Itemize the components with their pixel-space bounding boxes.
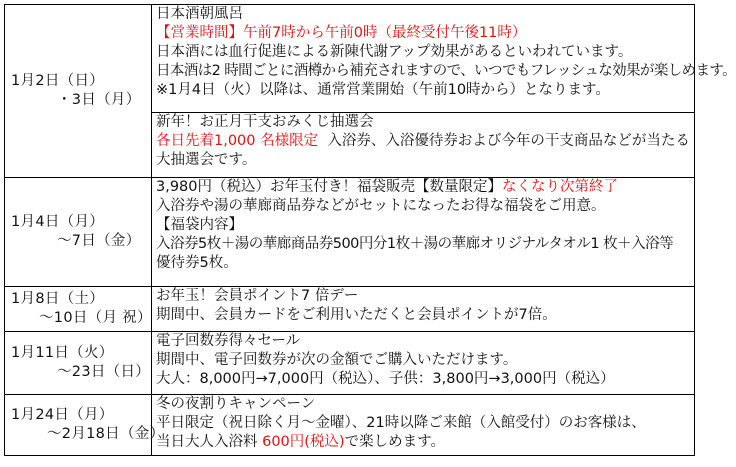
event-schedule-table — [4, 4, 736, 456]
hours-line — [156, 24, 690, 43]
date-start: 1月24日（月） — [11, 407, 114, 423]
event-text: 日本酒には血行促進による新陳代謝アップ効果があるといわれています。 — [156, 44, 633, 60]
event-text: 入浴券や湯の華廊商品券などがセットになったお得な福袋をご用意。 — [156, 198, 606, 214]
fee-text-post: で楽しめます。 — [344, 434, 445, 450]
event-text: 期間中、電子回数券が次の金額でご購入いただけます。 — [156, 352, 518, 368]
date-cell — [5, 5, 152, 178]
event-cell — [152, 112, 695, 177]
event-title-text: 3,980円（税込）お年玉付き！福袋販売【数量限定】 — [156, 179, 503, 195]
event-title: お年玉！会員ポイント7 倍デー — [156, 288, 359, 304]
date-start: 1月2日（日） — [11, 73, 105, 89]
date-start: 1月11日（火） — [11, 345, 114, 361]
event-text: 日本酒は2 時間ごとに酒樽から補充されますので、いつでもフレッシュな効果が楽しめます。 — [156, 63, 736, 79]
date-end: ～7日（金） — [57, 233, 141, 249]
event-title: 電子回数券得々セール — [156, 333, 301, 349]
event-text: 期間中、会員カードをご利用いただくと会員ポイントが7倍。 — [156, 307, 557, 323]
fee-price: 600円(税込) — [262, 434, 345, 450]
table-row — [5, 5, 695, 113]
fee-text-pre: 当日大人入浴料 — [156, 434, 258, 450]
hours-tag: 【営業時間】 — [156, 25, 243, 41]
hours-value: 午前7時から午前0時（最終受付午後11時） — [243, 25, 527, 41]
event-cell — [152, 178, 695, 287]
date-cell — [5, 395, 165, 456]
event-title: 日本酒朝風呂 — [156, 6, 243, 22]
event-title: 冬の夜割りキャンペーン — [156, 396, 316, 412]
event-text — [156, 433, 690, 452]
event-title — [156, 178, 690, 197]
event-note: ※1月4日（火）以降は、通常営業開始（午前10時から）となります。 — [156, 82, 610, 98]
date-end: ～10日（月 祝） — [39, 310, 152, 326]
table-row — [5, 332, 695, 395]
date-cell — [5, 178, 152, 287]
event-text: 大抽選会です。 — [156, 151, 257, 168]
date-cell — [5, 332, 152, 395]
event-title: 新年！お正月干支おみくじ抽選会 — [156, 113, 374, 130]
price-list: 大人：8,000円→7,000円（税込）、子供：3,800円→3,000円（税込） — [156, 371, 615, 387]
date-end: ～2月18日（金） — [47, 426, 165, 442]
event-text-a: 入浴券、入浴優待券および今年の干支商品などが当たる — [327, 132, 690, 149]
event-text: 優待券5枚。 — [156, 255, 238, 271]
event-cell — [152, 287, 695, 332]
event-text: 入浴券5枚＋湯の華廊商品券500円分1枚＋湯の華廊オリジナルタオル1 枚＋入浴等 — [156, 236, 674, 252]
date-cell — [5, 287, 152, 332]
event-cell — [152, 395, 695, 456]
table-row — [5, 395, 695, 456]
event-cell — [152, 332, 695, 395]
event-text: 平日限定（祝日除く月～金曜）、21時以降ご来館（入館受付）のお客様は、 — [156, 415, 646, 431]
date-start: 1月4日（月） — [11, 214, 105, 230]
table-row — [5, 287, 695, 332]
date-end: ～23日（日） — [57, 364, 151, 380]
sold-out-note: なくなり次第終了 — [502, 179, 619, 195]
limit-highlight: 各日先着1,000 名様限定 — [156, 132, 319, 149]
event-text — [156, 132, 690, 151]
date-end: ・3日（月） — [57, 92, 141, 108]
date-start: 1月8日（土） — [11, 291, 105, 307]
event-cell — [152, 5, 736, 113]
event-text: 【福袋内容】 — [156, 217, 243, 233]
table-row — [5, 178, 695, 287]
